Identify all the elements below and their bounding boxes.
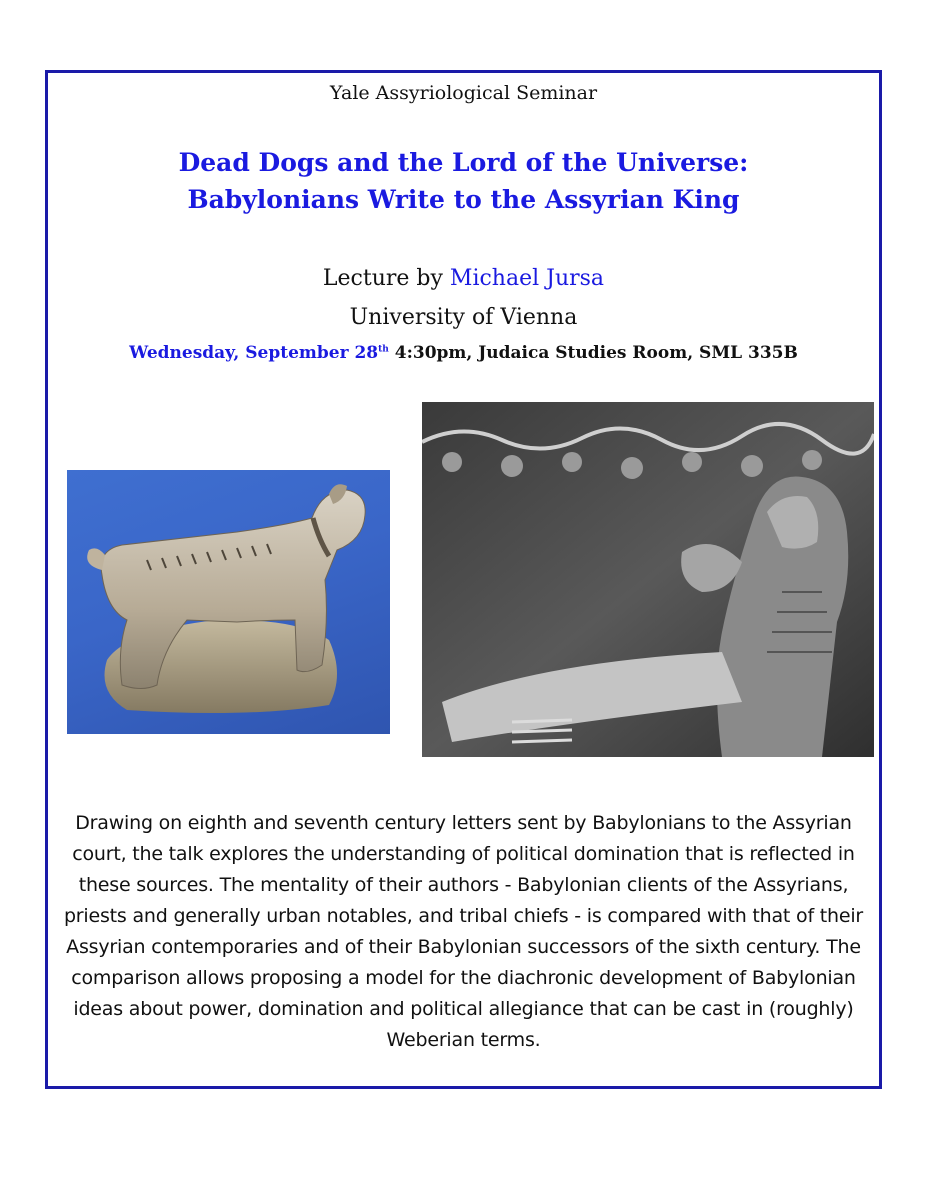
speaker-name: Michael Jursa xyxy=(449,266,605,291)
title-line-2: Babylonians Write to the Assyrian King xyxy=(187,185,740,214)
lecture-title xyxy=(0,144,927,218)
lecture-prefix: Lecture by xyxy=(322,266,450,291)
lecture-description: Drawing on eighth and seventh century letters sent by Babylonians to the Assyrian court, the talk explores the understanding of political domination that is reflected in these sources. The mentality of their authors - Babylonian clients of the Assyrians, priests and generally urban notables, and tribal chiefs - is compared with that of their Assyrian contemporaries and of their Babylonian successors of the sixth century. The comparison allows proposing a model for the diachronic development of Babylonian ideas about power, domination and political allegiance that can be cast in (roughly) Weberian terms. xyxy=(63,812,864,1051)
event-time-location: 4:30pm, Judaica Studies Room, SML 335B xyxy=(388,343,798,363)
event-date: Wednesday, September 28 xyxy=(129,343,379,363)
event-datetime xyxy=(0,343,927,363)
seminar-name: Yale Assyriological Seminar xyxy=(329,82,598,104)
date-ordinal-suffix: th xyxy=(378,344,389,355)
lecture-speaker-line xyxy=(0,266,927,291)
dog-figurine-photo xyxy=(67,470,390,734)
title-line-1: Dead Dogs and the Lord of the Universe: xyxy=(178,148,749,177)
speaker-affiliation: University of Vienna xyxy=(349,305,578,330)
assyrian-relief-photo xyxy=(422,402,874,757)
